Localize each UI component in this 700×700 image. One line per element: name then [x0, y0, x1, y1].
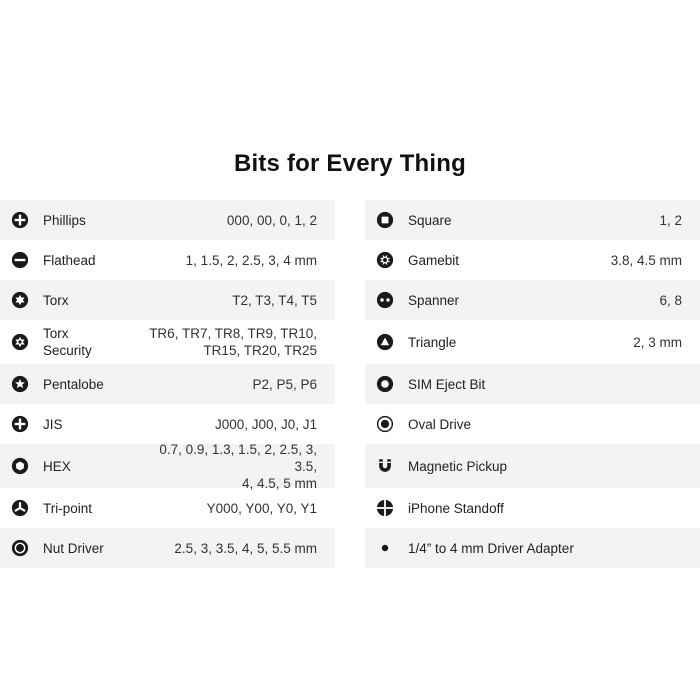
bit-row-gamebit: [365, 240, 700, 280]
bit-name: Flathead: [43, 252, 96, 268]
bit-name: HEX: [43, 458, 71, 474]
bit-row-sim-eject: [365, 364, 700, 404]
phillips-icon: [10, 210, 30, 230]
spanner-icon: [375, 290, 395, 310]
bit-name: Nut Driver: [43, 540, 104, 556]
bit-name: Spanner: [408, 292, 460, 308]
bit-sizes: P2, P5, P6: [252, 376, 317, 392]
bit-sizes: 0.7, 0.9, 1.3, 1.5, 2, 2.5, 3, 3.5, 4, 4.5, 5 mm: [159, 441, 317, 491]
bit-row-pentalobe: [0, 364, 335, 404]
nut-driver-icon: [10, 538, 30, 558]
bit-name: Oval Drive: [408, 416, 472, 432]
bit-row-torx: [0, 280, 335, 320]
bit-sizes: J000, J00, J0, J1: [214, 416, 317, 432]
bit-sizes: 1, 2: [659, 212, 682, 228]
bit-sizes: 1, 1.5, 2, 2.5, 3, 4 mm: [185, 252, 317, 268]
square-icon: [375, 210, 395, 230]
gamebit-icon: [375, 250, 395, 270]
bit-row-hex: [0, 441, 335, 491]
torx-icon: [10, 290, 30, 310]
bit-name: Magnetic Pickup: [408, 458, 508, 474]
bit-sizes: 2.5, 3, 3.5, 4, 5, 5.5 mm: [174, 540, 317, 556]
iphone-standoff-icon: [375, 498, 395, 518]
bit-row-tri-point: [0, 488, 335, 528]
left-bit-table: [0, 200, 335, 568]
sim-eject-icon: [375, 374, 395, 394]
bit-sizes: 6, 8: [659, 292, 682, 308]
flathead-icon: [10, 250, 30, 270]
triangle-icon: [375, 332, 395, 352]
bit-name: Pentalobe: [43, 376, 104, 392]
bit-sizes: 3.8, 4.5 mm: [610, 252, 682, 268]
bit-row-driver-adapter: [365, 528, 700, 568]
bit-row-nut-driver: [0, 528, 335, 568]
bit-name: 1/4” to 4 mm Driver Adapter: [408, 540, 574, 556]
bit-row-magnetic-pickup: [365, 444, 700, 488]
right-bit-table: [365, 200, 700, 568]
bit-sizes: T2, T3, T4, T5: [232, 292, 317, 308]
bit-row-iphone-standoff: [365, 488, 700, 528]
bit-name: Tri-point: [43, 500, 93, 516]
bit-name: iPhone Standoff: [408, 500, 504, 516]
bit-name: Torx Security: [43, 326, 92, 358]
bit-sizes: TR6, TR7, TR8, TR9, TR10, TR15, TR20, TR25: [149, 326, 317, 358]
bit-row-spanner: [365, 280, 700, 320]
bit-row-flathead: [0, 240, 335, 280]
bit-row-torx-security: [0, 320, 335, 364]
bit-name: Phillips: [43, 212, 86, 228]
bit-row-square: [365, 200, 700, 240]
magnet-icon: [375, 456, 395, 476]
bit-sizes: 000, 00, 0, 1, 2: [226, 212, 317, 228]
bit-sizes: 2, 3 mm: [633, 334, 682, 350]
pentalobe-icon: [10, 374, 30, 394]
bit-row-oval-drive: [365, 404, 700, 444]
hex-icon: [10, 456, 30, 476]
bit-row-phillips: [0, 200, 335, 240]
bit-row-jis: [0, 404, 335, 444]
driver-adapter-icon: [375, 538, 395, 558]
bit-name: Gamebit: [408, 252, 460, 268]
bit-name: SIM Eject Bit: [408, 376, 486, 392]
jis-icon: [10, 414, 30, 434]
torx-security-icon: [10, 332, 30, 352]
bit-sizes: Y000, Y00, Y0, Y1: [206, 500, 317, 516]
oval-drive-icon: [375, 414, 395, 434]
bit-name: JIS: [43, 416, 63, 432]
bit-row-triangle: [365, 320, 700, 364]
bit-name: Triangle: [408, 334, 457, 350]
page-title: Bits for Every Thing: [233, 150, 467, 177]
bit-name: Square: [408, 212, 452, 228]
bit-name: Torx: [43, 292, 69, 308]
tri-point-icon: [10, 498, 30, 518]
